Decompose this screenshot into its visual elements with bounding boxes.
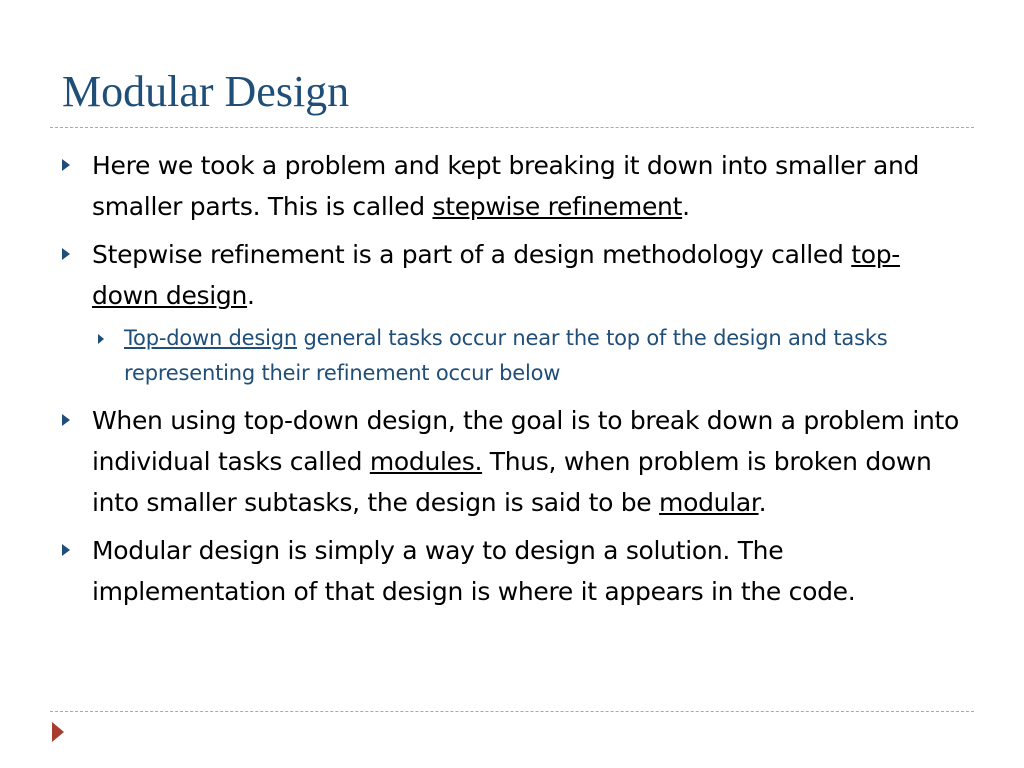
bullet-text: . [758, 488, 767, 517]
bullet-item-1 [60, 145, 960, 227]
sub-bullet-item-1 [60, 321, 960, 391]
bullet-text: . [682, 192, 690, 221]
bullet-item-2 [60, 234, 960, 316]
term-stepwise-refinement: stepwise refinement [432, 192, 683, 221]
term-top-down-design-sub: Top-down design [124, 326, 298, 350]
term-modules: modules. [369, 447, 483, 476]
slide-content [60, 145, 960, 619]
bullet-item-4 [60, 530, 960, 612]
triangle-bullet-icon [62, 544, 70, 556]
sub-bullet-text: general tasks occur near the top of the design and tasks representing their refinement occur below [124, 326, 888, 385]
term-modular: modular [659, 488, 759, 517]
bullet-text: Stepwise refinement is a part of a design methodology called [92, 240, 852, 269]
bullet-item-3 [60, 400, 960, 523]
triangle-right-icon [52, 722, 64, 742]
triangle-sub-bullet-icon [98, 334, 104, 344]
bullet-text: When using top-down design, the goal is to break down a problem into individual tasks called [92, 406, 960, 476]
term-top-down-design: top-down design [92, 240, 901, 310]
bullet-text: . [247, 281, 255, 310]
bottom-divider [50, 711, 974, 712]
bullet-text: Modular design is simply a way to design a solution. The implementation of that design is where it appears in the code. [92, 536, 856, 606]
bullet-text: Here we took a problem and kept breaking it down into smaller and smaller parts. This is called [92, 151, 920, 221]
slide-title: Modular Design [62, 67, 350, 116]
triangle-bullet-icon [62, 248, 70, 260]
triangle-bullet-icon [62, 414, 70, 426]
triangle-bullet-icon [62, 159, 70, 171]
top-divider [50, 127, 974, 128]
bullet-text: Thus, when problem is broken down into smaller subtasks, the design is said to be [92, 447, 932, 517]
